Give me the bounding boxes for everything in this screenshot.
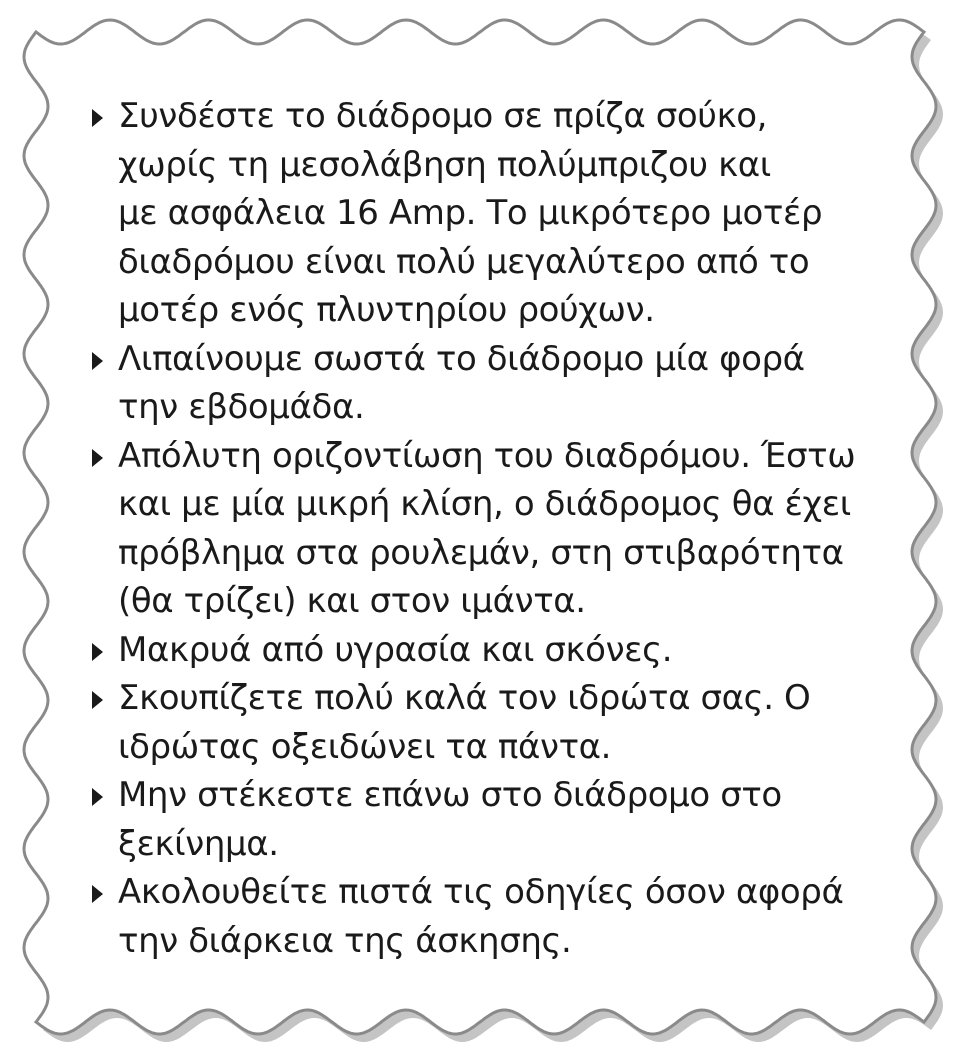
triangle-right-icon xyxy=(92,643,103,661)
bullet-text-line: ξεκίνημα. xyxy=(118,823,279,864)
bullet-list xyxy=(92,92,872,965)
bullet-text-line: μοτέρ ενός πλυντηρίου ρούχων. xyxy=(118,290,655,330)
bullet-item xyxy=(92,432,872,626)
bullet-item xyxy=(92,771,872,868)
bullet-text-line: χωρίς τη μεσολάβηση πολύμπριζου και xyxy=(118,144,771,185)
bullet-item xyxy=(92,626,872,675)
triangle-right-icon xyxy=(92,449,103,467)
bullet-text-line: πρόβλημα στα ρουλεμάν, στη στιβαρότητα xyxy=(118,532,844,573)
bullet-text-line: ιδρώτας οξειδώνει τα πάντα. xyxy=(118,726,612,767)
triangle-right-icon xyxy=(92,885,103,903)
bullet-item xyxy=(92,674,872,771)
bullet-item xyxy=(92,92,872,335)
bullet-text-line: την εβδομάδα. xyxy=(118,387,365,427)
bullet-text-line: (θα τρίζει) και στον ιμάντα. xyxy=(118,581,586,621)
triangle-right-icon xyxy=(92,691,103,709)
bullet-item xyxy=(92,868,872,965)
bullet-text-line: Λιπαίνουμε σωστά το διάδρομο μία φορά xyxy=(118,338,805,379)
bullet-text-line: Μην στέκεστε επάνω στο διάδρομο στο xyxy=(118,775,782,815)
bullet-item xyxy=(92,335,872,432)
bullet-text-line: Απόλυτη οριζοντίωση του διαδρόμου. Έστω xyxy=(118,435,856,476)
bullet-text-line: διαδρόμου είναι πολύ μεγαλύτερο από το xyxy=(118,241,810,282)
bullet-text-line: την διάρκεια της άσκησης. xyxy=(118,920,572,961)
bullet-text-line: και με μία μικρή κλίση, ο διάδρομος θα έχει xyxy=(118,484,851,524)
bullet-text-line: Μακρυά από υγρασία και σκόνες. xyxy=(118,629,673,670)
bullet-text-line: Συνδέστε το διάδρομο σε πρίζα σούκο, xyxy=(118,96,768,136)
bullet-text-line: Σκουπίζετε πολύ καλά τον ιδρώτα σας. Ο xyxy=(118,678,811,718)
bullet-text-line: Ακολουθείτε πιστά τις οδηγίες όσον αφορά xyxy=(118,872,844,912)
bullet-text-line: με ασφάλεια 16 Amp. Το μικρότερο μοτέρ xyxy=(118,193,823,233)
triangle-right-icon xyxy=(92,352,103,370)
triangle-right-icon xyxy=(92,109,103,127)
triangle-right-icon xyxy=(92,788,103,806)
